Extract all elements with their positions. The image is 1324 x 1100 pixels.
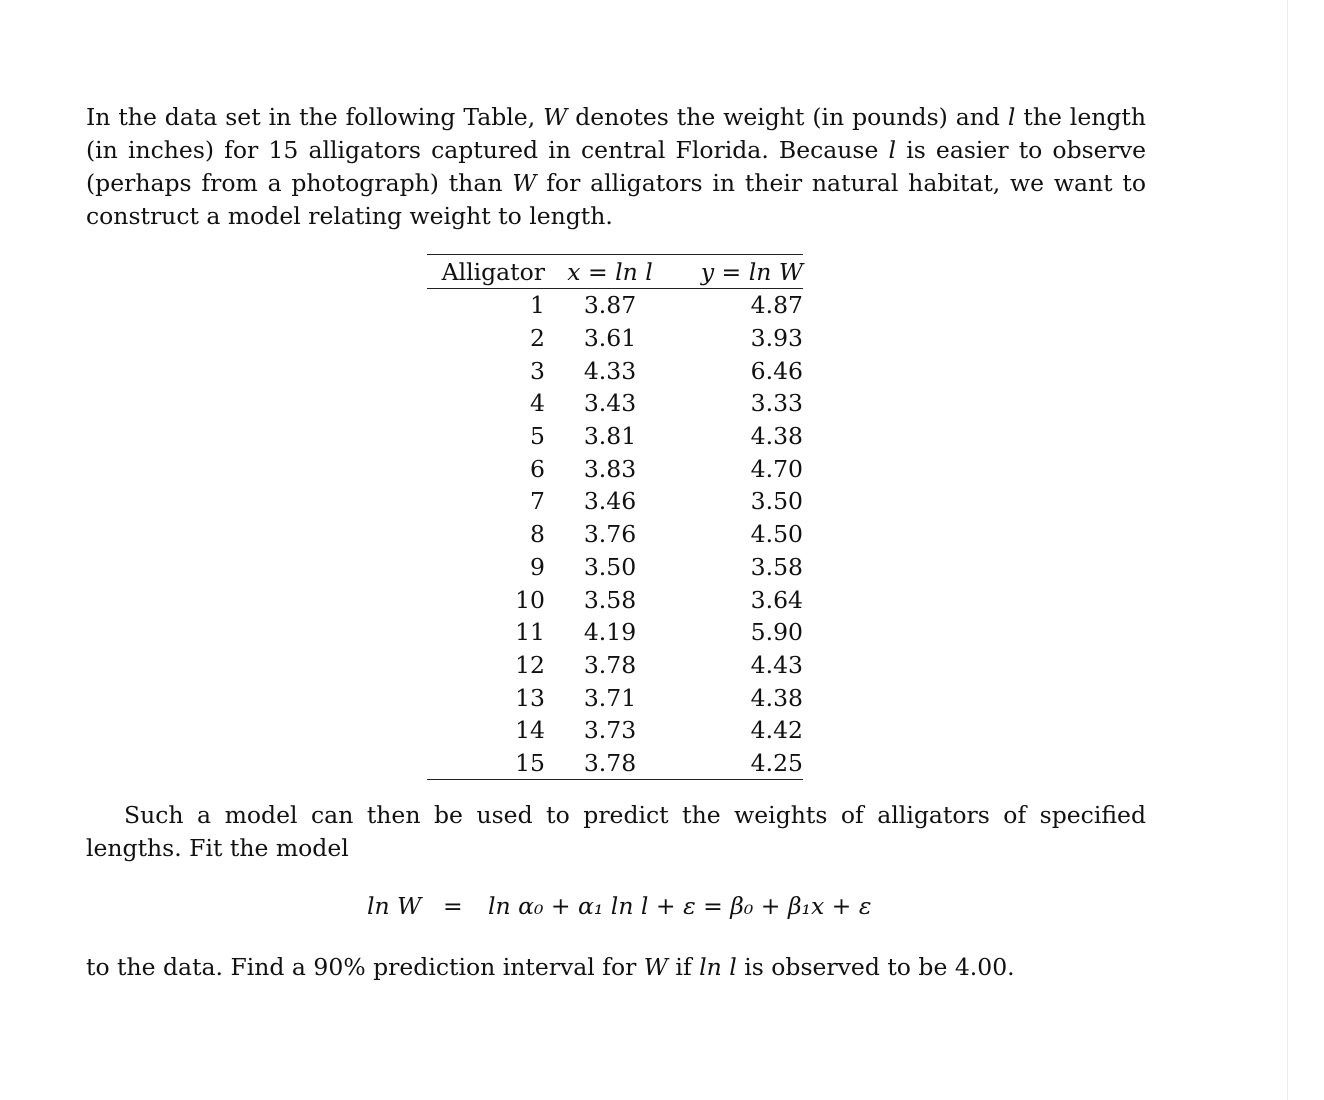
model-paragraph: Such a model can then be used to predict the weights of alligators of specified lengths. Fit the model	[86, 801, 1146, 862]
table-row	[427, 485, 803, 518]
cell-y: 3.93	[750, 324, 803, 353]
cell-alligator: 11	[515, 618, 545, 647]
alligator-data-table	[427, 254, 803, 780]
cell-alligator: 9	[530, 552, 545, 581]
table-row	[427, 681, 803, 714]
cell-alligator: 2	[530, 324, 545, 353]
cell-y: 3.58	[750, 552, 803, 581]
cell-alligator: 7	[530, 487, 545, 516]
table-row	[427, 649, 803, 682]
cell-x: 3.61	[583, 324, 637, 353]
header-y: y = ln W	[675, 255, 803, 289]
cell-x: 3.73	[583, 716, 637, 745]
table-row	[427, 518, 803, 551]
table-row	[427, 452, 803, 485]
cell-y: 3.50	[750, 487, 803, 516]
cell-alligator: 15	[427, 747, 545, 780]
cell-x: 3.81	[583, 422, 637, 451]
table-row	[427, 747, 803, 780]
cell-alligator: 14	[515, 716, 545, 745]
table-row	[427, 714, 803, 747]
cell-y: 4.38	[750, 422, 803, 451]
cell-y: 4.38	[750, 683, 803, 712]
header-alligator: Alligator	[427, 255, 545, 289]
table-row	[427, 289, 803, 322]
cell-alligator: 5	[530, 422, 545, 451]
table-row	[427, 583, 803, 616]
table-row	[427, 322, 803, 355]
cell-y: 4.87	[750, 291, 803, 320]
cell-alligator: 4	[530, 389, 545, 418]
cell-x: 3.78	[545, 747, 675, 780]
cell-x: 3.83	[583, 454, 637, 483]
cell-x: 3.71	[583, 683, 637, 712]
table-header-row	[427, 255, 803, 289]
cell-y: 4.70	[750, 454, 803, 483]
cell-x: 3.46	[583, 487, 637, 516]
table-row	[427, 387, 803, 420]
intro-paragraph: In the data set in the following Table, W denotes the weight (in pounds) and l the length (in inches) for 15 alligators captured in central Florida. Because l is easier to observe (perhaps from a photograph) than W for alligators in their natural habitat, we want to construct a model relating weight to length.	[86, 103, 1147, 230]
cell-y: 4.43	[750, 650, 803, 679]
cell-alligator: 1	[530, 291, 545, 320]
cell-x: 4.19	[583, 618, 637, 647]
cell-alligator: 6	[530, 454, 545, 483]
cell-y: 4.42	[750, 716, 803, 745]
cell-x: 3.78	[583, 650, 637, 679]
table-row	[427, 420, 803, 453]
cell-y: 4.25	[675, 747, 803, 780]
cell-x: 4.33	[583, 356, 637, 385]
cell-alligator: 3	[530, 356, 545, 385]
equation-lhs: ln W	[367, 892, 422, 920]
cell-alligator: 10	[515, 585, 545, 614]
cell-y: 4.50	[750, 520, 803, 549]
equation-equals: =	[443, 892, 463, 920]
table-row	[427, 616, 803, 649]
table-row	[427, 551, 803, 584]
cell-x: 3.43	[583, 389, 637, 418]
table-row	[427, 354, 803, 387]
cell-alligator: 12	[515, 650, 545, 679]
cell-y: 5.90	[750, 618, 803, 647]
cell-x: 3.76	[583, 520, 637, 549]
cell-y: 3.64	[750, 585, 803, 614]
equation-rhs: ln α₀ + α₁ ln l + ε = β₀ + β₁x + ε	[488, 892, 872, 920]
page-edge-line	[1287, 0, 1288, 1100]
cell-y: 3.33	[750, 389, 803, 418]
header-x: x = ln l	[545, 255, 675, 289]
cell-x: 3.50	[583, 552, 637, 581]
cell-alligator: 13	[515, 683, 545, 712]
cell-alligator: 8	[530, 520, 545, 549]
cell-x: 3.58	[583, 585, 637, 614]
table-body	[427, 289, 803, 780]
cell-y: 6.46	[750, 356, 803, 385]
task-paragraph: to the data. Find a 90% prediction interval for W if ln l is observed to be 4.00.	[86, 953, 1015, 981]
cell-x: 3.87	[583, 291, 637, 320]
